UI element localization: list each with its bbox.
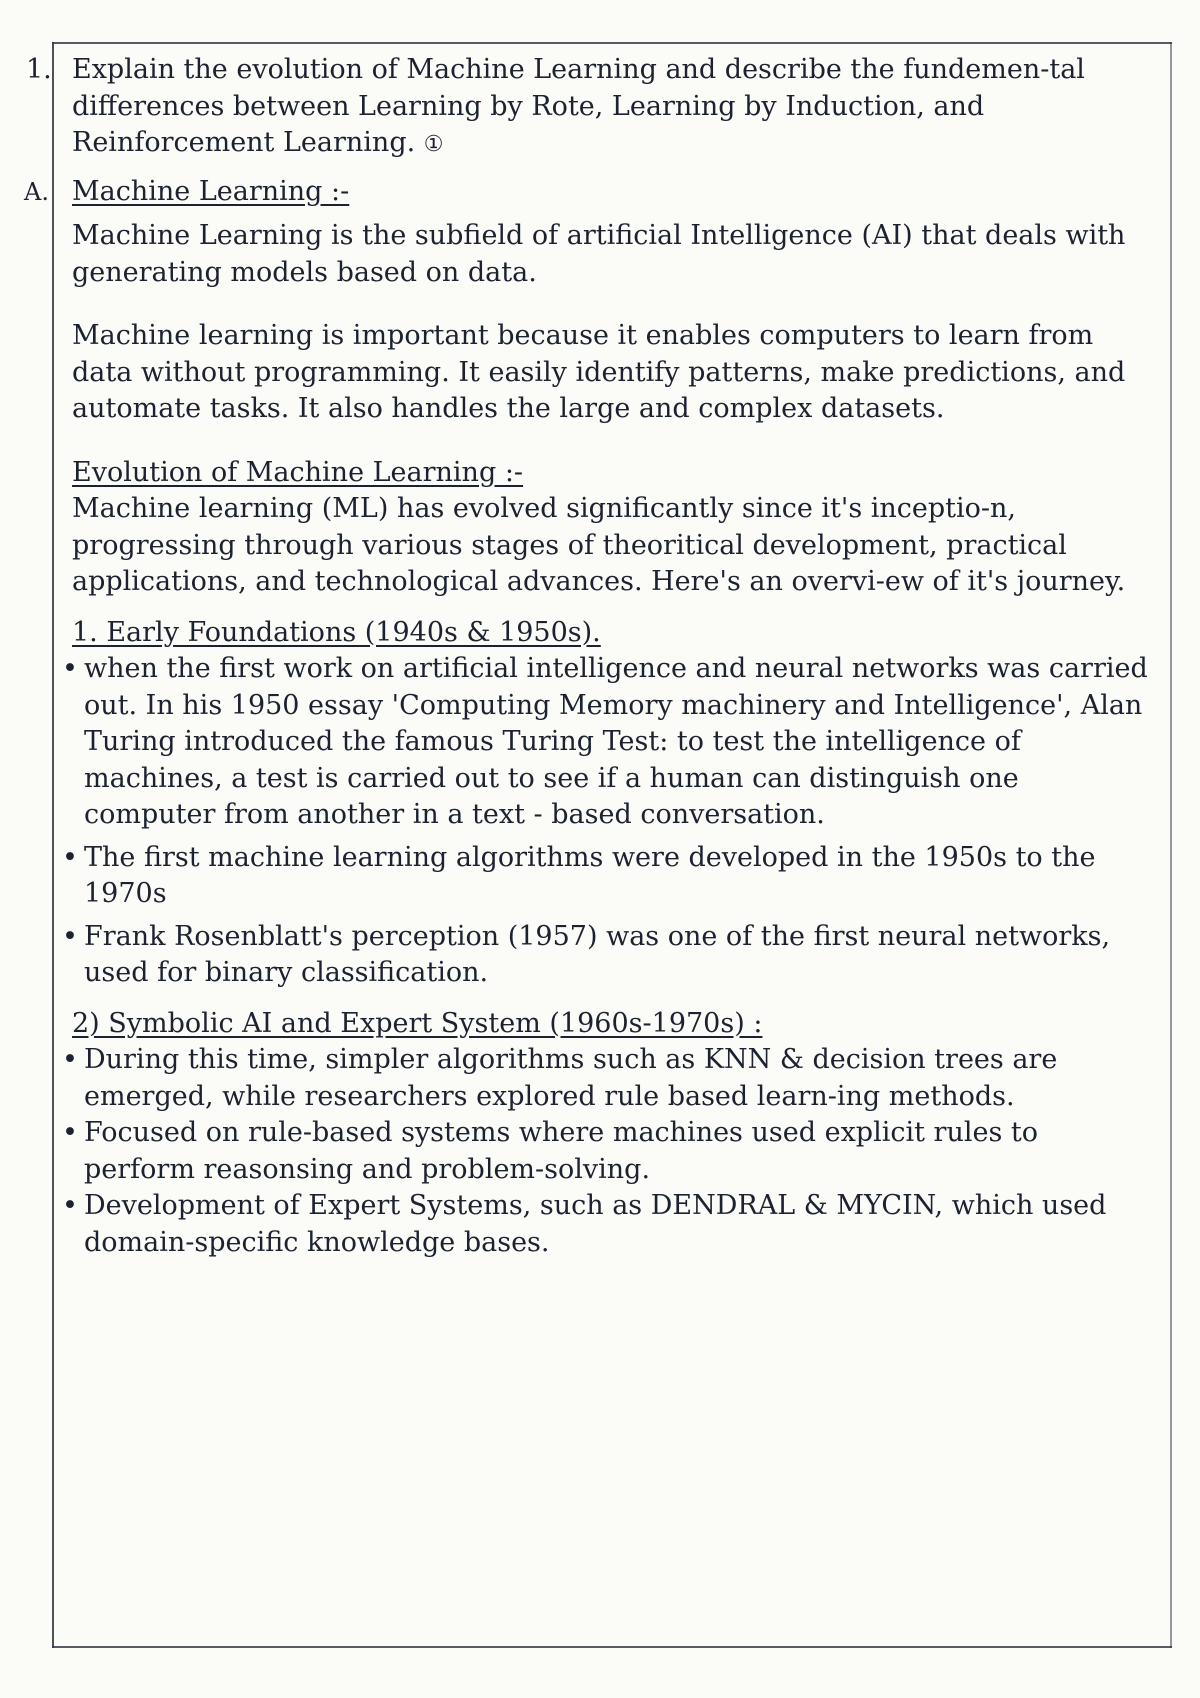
early-foundations-bullet: • The first machine learning algorithms were developed in the 1950s to the 1970s (62, 840, 1157, 913)
bottom-border-line (52, 1646, 1172, 1648)
margin-line (52, 42, 54, 1648)
early-foundations-title: 1. Early Foundations (1940s & 1950s). (72, 616, 601, 648)
evolution-heading: Evolution of Machine Learning :- (72, 456, 524, 488)
question-line (62, 52, 1157, 164)
ml-definition: Machine Learning is the subfield of artificial Intelligence (AI) that deals with generating models based on data. (72, 220, 1126, 288)
ml-heading: Machine Learning :- (72, 175, 350, 207)
ml-importance: Machine learning is important because it enables computers to learn from data without programming. It easily identify patterns, make predictions, and automate tasks. It also handles the large and complex datasets. (72, 320, 1126, 424)
page-content (24, 52, 1157, 1642)
symbolic-ai-title: 2) Symbolic AI and Expert System (1960s-1970s) : (72, 1007, 763, 1039)
question-number: 1. (26, 54, 52, 85)
symbolic-ai-bullet: • During this time, simpler algorithms such as KNN & decision trees are emerged, while researchers explored rule based learn-ing methods. (62, 1042, 1157, 1115)
question-text: Explain the evolution of Machine Learning and describe the fundemen-tal differences between Learning by Rote, Learning by Induction, and Reinforcement Learning. (72, 54, 1085, 158)
answer-block (24, 174, 1157, 428)
symbolic-ai-bullet: • Focused on rule-based systems where machines used explicit rules to perform reasonsing and problem-solving. (62, 1115, 1157, 1188)
symbolic-ai-section (62, 1006, 1157, 1262)
answer-label: A. (24, 177, 49, 206)
evolution-intro: Machine learning (ML) has evolved significantly since it's inceptio-n, progressing through various stages of theoritical development, practical applications, and technological advances. Here's an overvi-ew of it's journey. (72, 493, 1126, 597)
top-border-line (52, 42, 1172, 44)
early-foundations-bullet: • Frank Rosenblatt's perception (1957) was one of the first neural networks, used for binary classification. (62, 919, 1157, 992)
question-marks-indicator: ① (423, 132, 444, 157)
right-border-line (1170, 42, 1172, 1648)
evolution-section (62, 455, 1157, 601)
symbolic-ai-bullet: • Development of Expert Systems, such as DENDRAL & MYCIN, which used domain-specific knowledge bases. (62, 1188, 1157, 1261)
question-block (26, 52, 1157, 164)
early-foundations-section (62, 615, 1157, 992)
early-foundations-bullet: • when the first work on artificial intelligence and neural networks was carried out. In his 1950 essay 'Computing Memory machinery and Intelligence', Alan Turing introduced the famous Turing Test: to test the intelligence of machines, a test is carried out to see if a human can distinguish one computer from another in a text - based conversation. (62, 651, 1157, 834)
